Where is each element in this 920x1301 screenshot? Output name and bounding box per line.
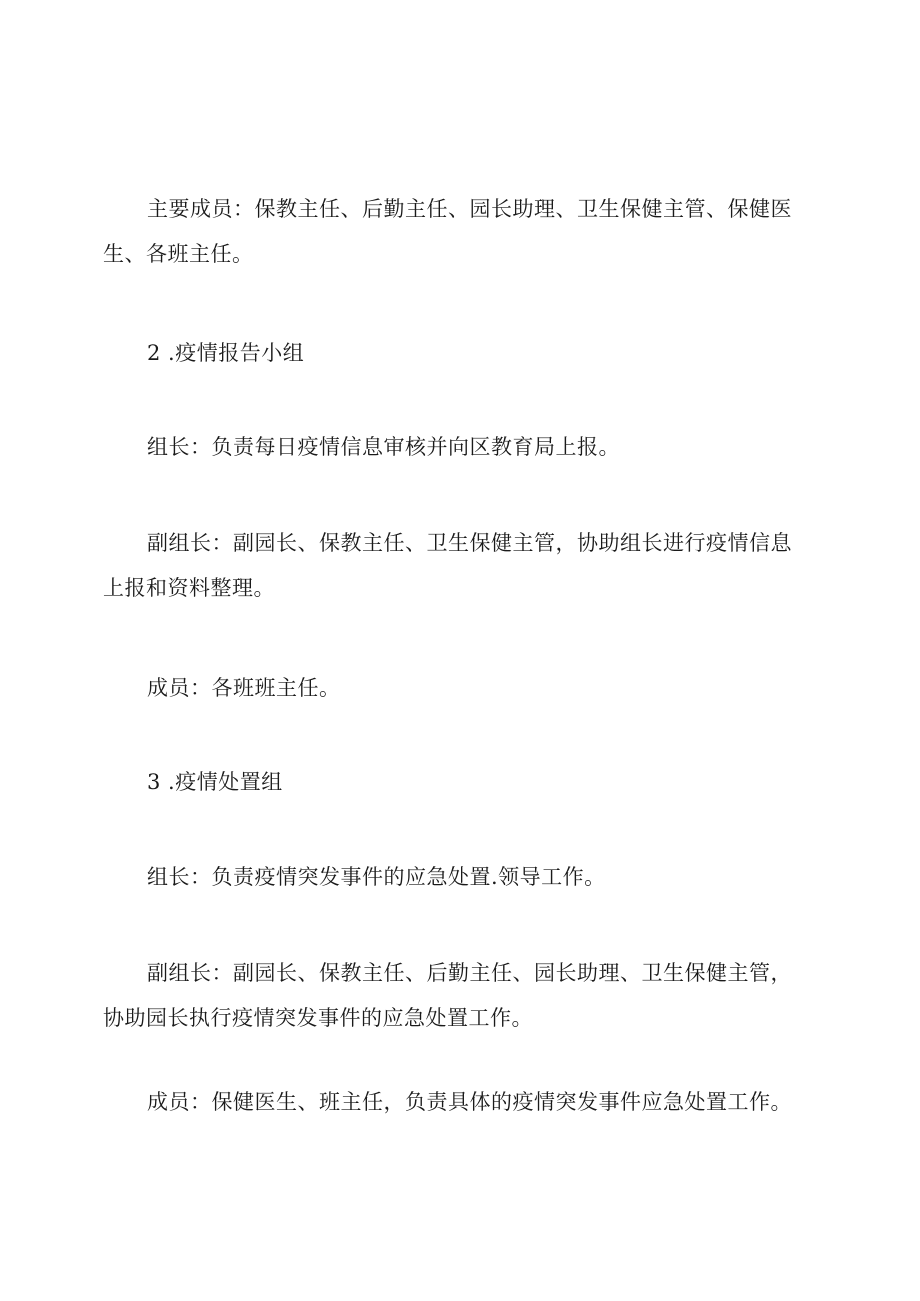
paragraph-handle-deputy: 副组长：副园长、保教主任、后勤主任、园长助理、卫生保健主管，协助园长执行疫情突发事件的应急处置工作。 [103,961,792,1030]
paragraph-report-members: 成员：各班班主任。 [147,676,341,700]
paragraph-report-leader: 组长：负责每日疫情信息审核并向区教育局上报。 [147,435,620,459]
paragraph-report-deputy: 副组长：副园长、保教主任、卫生保健主管，协助组长进行疫情信息上报和资料整理。 [103,531,792,600]
paragraph-main-members: 主要成员：保教主任、后勤主任、园长助理、卫生保健主管、保健医生、各班主任。 [103,197,792,266]
section-heading-handling-group: 3 .疫情处置组 [147,770,283,794]
paragraph-handle-members: 成员：保健医生、班主任，负责具体的疫情突发事件应急处置工作。 [147,1090,792,1114]
section-heading-report-group: 2 .疫情报告小组 [147,341,305,365]
paragraph-handle-leader: 组长：负责疫情突发事件的应急处置.领导工作。 [147,865,606,889]
